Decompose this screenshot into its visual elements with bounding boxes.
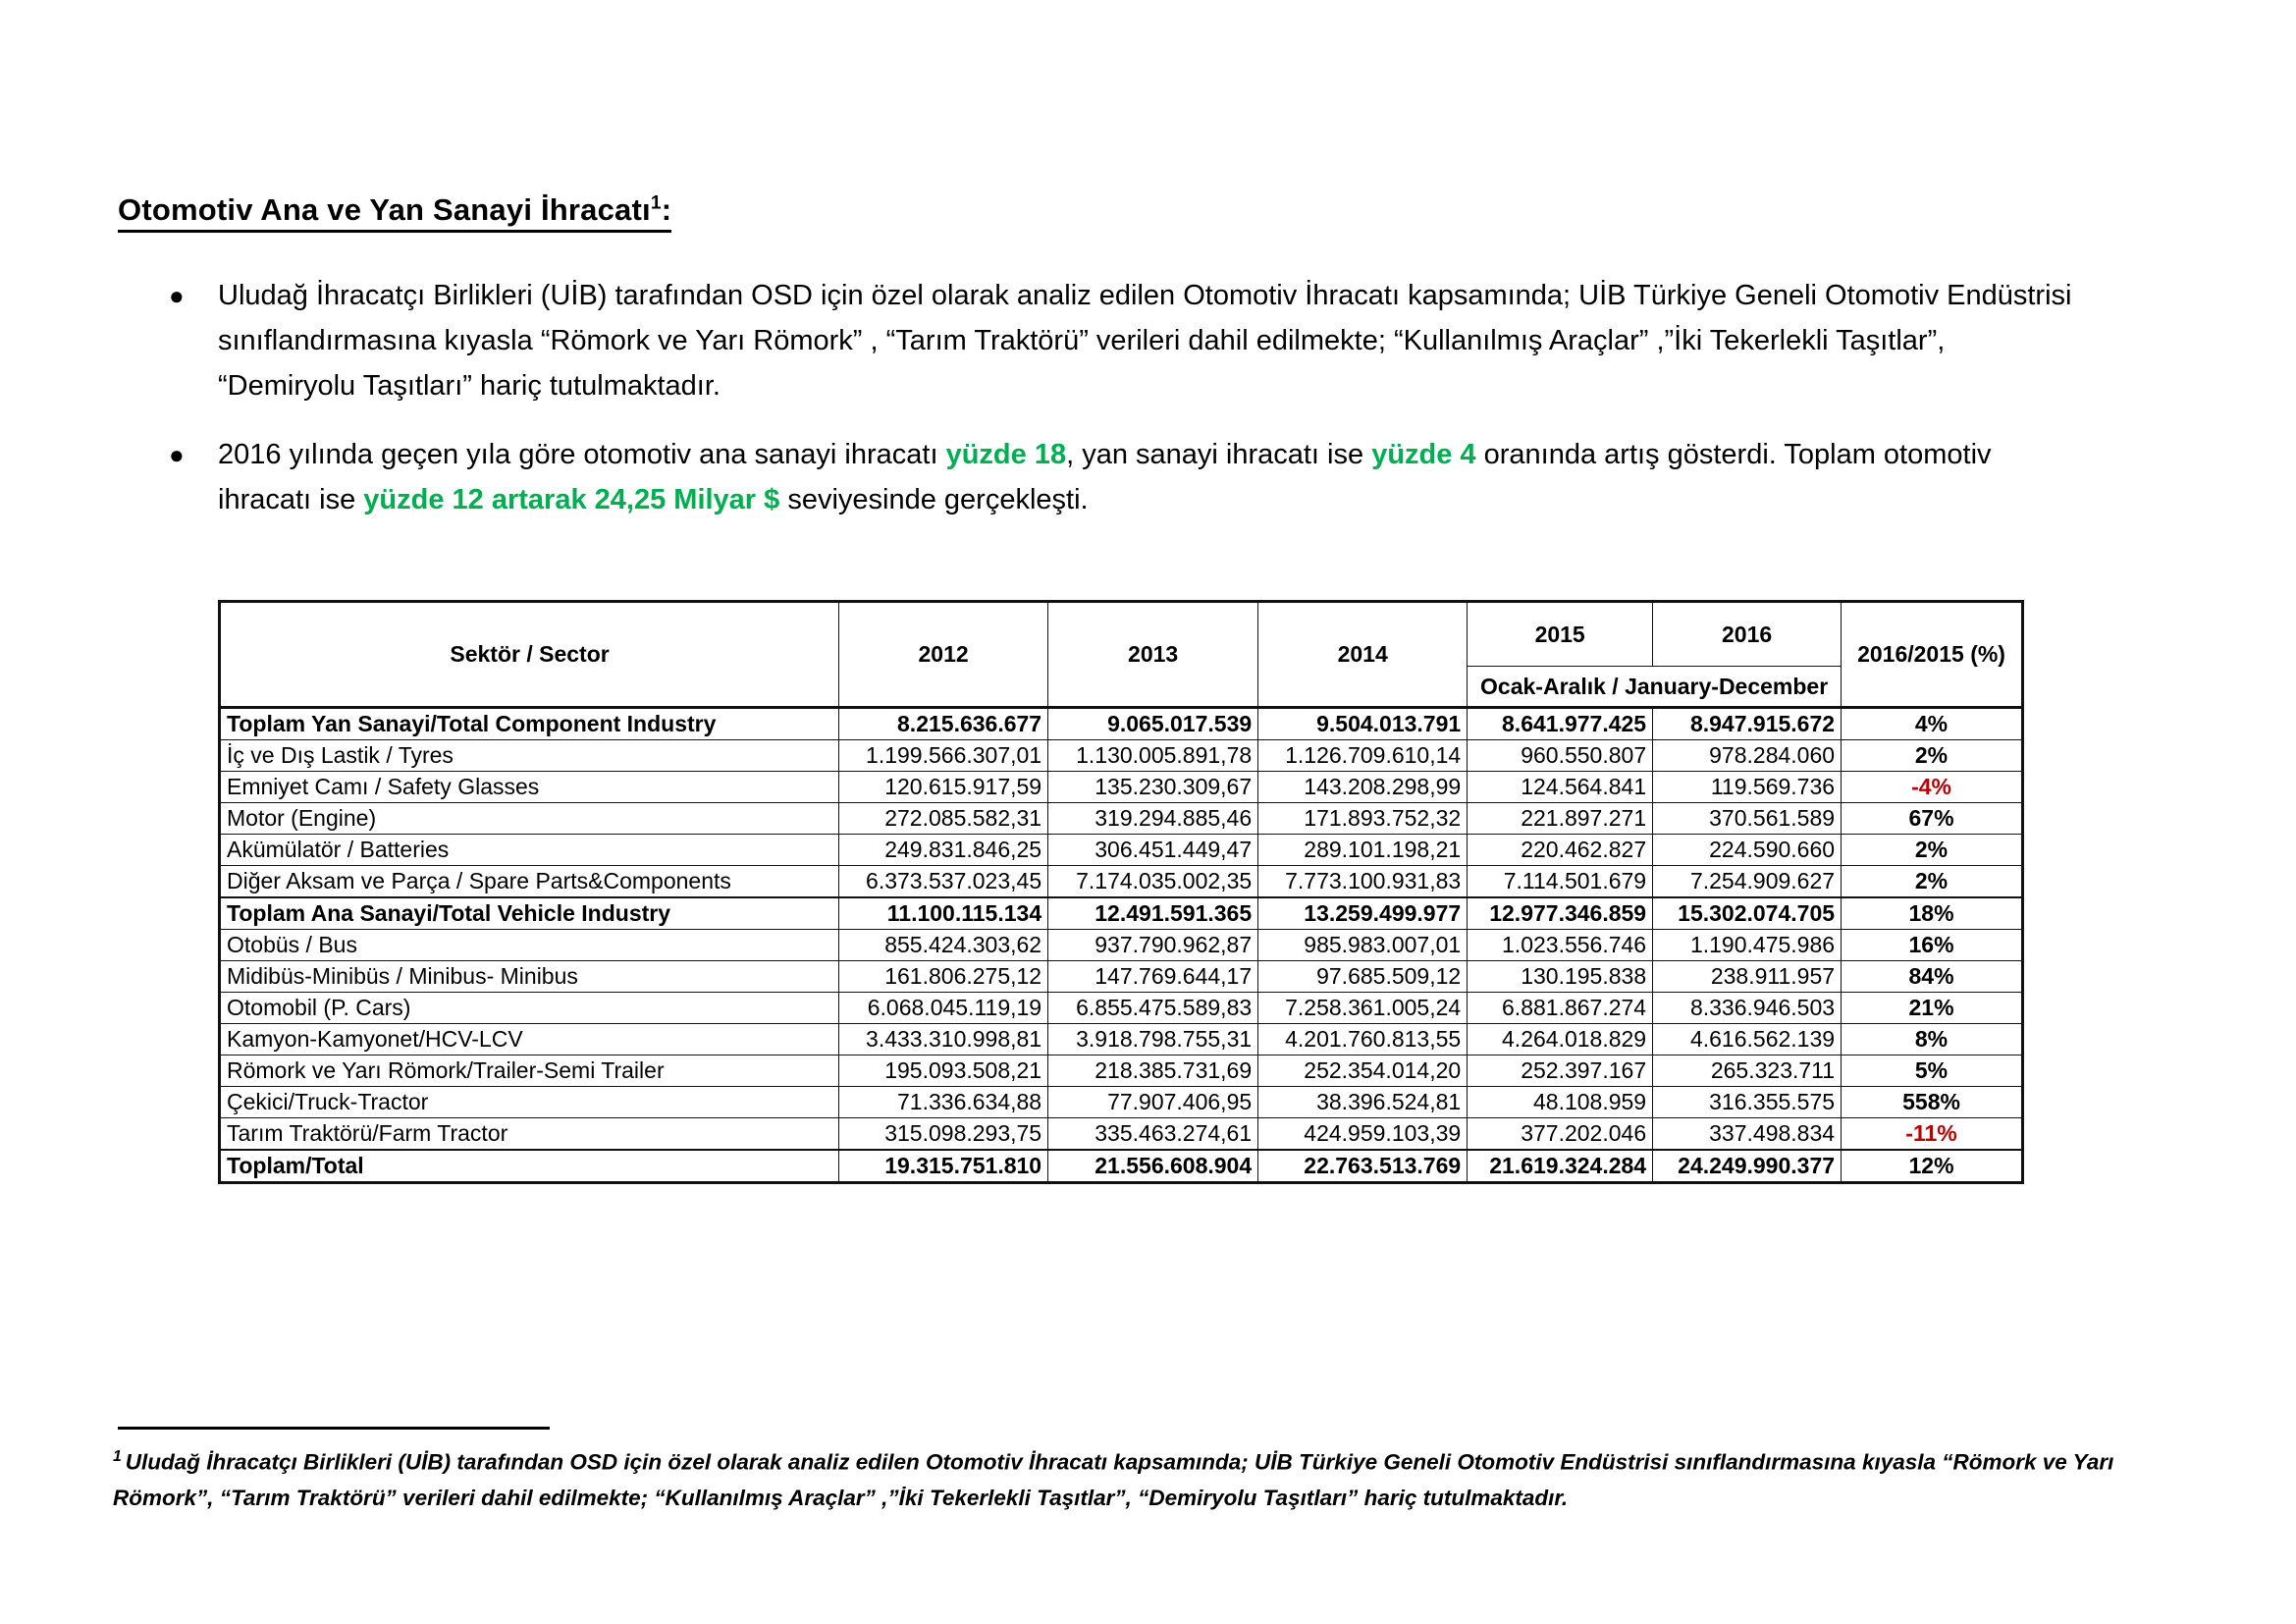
- table-row: [220, 897, 2023, 930]
- bullet-icon: ●: [169, 440, 185, 469]
- table-row: [220, 930, 2023, 961]
- cell-2013: 218.385.731,69: [1048, 1056, 1258, 1087]
- cell-2013: 335.463.274,61: [1048, 1118, 1258, 1151]
- cell-sector: Toplam Yan Sanayi/Total Component Industry: [220, 708, 839, 740]
- cell-2016: 224.590.660: [1653, 835, 1842, 866]
- cell-sector: Midibüs-Minibüs / Minibus- Minibus: [220, 961, 839, 993]
- cell-2012: 161.806.275,12: [839, 961, 1048, 993]
- cell-sector: Motor (Engine): [220, 803, 839, 835]
- table-row: [220, 772, 2023, 803]
- bullet-list: [167, 273, 2081, 546]
- cell-sector: İç ve Dış Lastik / Tyres: [220, 740, 839, 772]
- cell-2012: 6.068.045.119,19: [839, 993, 1048, 1024]
- header-2015: 2015: [1468, 602, 1653, 667]
- bullet-text: 2016 yılında geçen yıla göre otomotiv ana sanayi ihracatı yüzde 18, yan sanayi ihracatı ise yüzde 4 oranında artış gösterdi. Toplam otomotiv ihracatı ise yüzde 12 artarak 24,25 Milyar $ seviyesinde gerçekleşti.: [218, 439, 1992, 515]
- cell-2016: 119.569.736: [1653, 772, 1842, 803]
- cell-2014: 22.763.513.769: [1258, 1150, 1468, 1183]
- cell-sector: Kamyon-Kamyonet/HCV-LCV: [220, 1024, 839, 1056]
- page-title-text: Otomotiv Ana ve Yan Sanayi İhracatı$^1$:: [118, 192, 671, 233]
- cell-ratio: -4%: [1842, 772, 2023, 803]
- cell-2012: 19.315.751.810: [839, 1150, 1048, 1183]
- cell-2016: 238.911.957: [1653, 961, 1842, 993]
- header-2012: 2012: [839, 602, 1048, 708]
- header-ratio: 2016/2015 (%): [1842, 602, 2023, 708]
- cell-2016: 4.616.562.139: [1653, 1024, 1842, 1056]
- cell-sector: Otomobil (P. Cars): [220, 993, 839, 1024]
- header-2013: 2013: [1048, 602, 1258, 708]
- footnote-text: Uludağ İhracatçı Birlikleri (UİB) tarafından OSD için özel olarak analiz edilen Otomotiv İhracatı kapsamında; UİB Türkiye Geneli Otomotiv Endüstrisi sınıflandırmasına kıyasla “Römork ve Yarı Römork”, “Tarım Traktörü” verileri dahil edilmekte; “Kullanılmış Araçlar” ,”İki Tekerlekli Taşıtlar”, “Demiryolu Taşıtları” hariç tutulmaktadır.: [113, 1449, 2114, 1510]
- table-row: [220, 708, 2023, 740]
- cell-sector: Akümülatör / Batteries: [220, 835, 839, 866]
- cell-ratio: 2%: [1842, 740, 2023, 772]
- cell-2012: 71.336.634,88: [839, 1087, 1048, 1118]
- cell-2016: 337.498.834: [1653, 1118, 1842, 1151]
- footnote-marker: 1: [113, 1448, 122, 1465]
- cell-2013: 6.855.475.589,83: [1048, 993, 1258, 1024]
- cell-2014: 252.354.014,20: [1258, 1056, 1468, 1087]
- cell-ratio: 84%: [1842, 961, 2023, 993]
- cell-2013: 1.130.005.891,78: [1048, 740, 1258, 772]
- cell-2013: 12.491.591.365: [1048, 897, 1258, 930]
- cell-sector: Toplam Ana Sanayi/Total Vehicle Industry: [220, 897, 839, 930]
- cell-sector: Römork ve Yarı Römork/Trailer-Semi Trailer: [220, 1056, 839, 1087]
- cell-2012: 11.100.115.134: [839, 897, 1048, 930]
- table-header: [220, 602, 2023, 708]
- cell-2014: 171.893.752,32: [1258, 803, 1468, 835]
- cell-2015: 377.202.046: [1468, 1118, 1653, 1151]
- header-period-label: Ocak-Aralık / January-December: [1468, 667, 1842, 708]
- cell-2015: 960.550.807: [1468, 740, 1653, 772]
- cell-2014: 7.258.361.005,24: [1258, 993, 1468, 1024]
- cell-2012: 3.433.310.998,81: [839, 1024, 1048, 1056]
- table-row: [220, 1056, 2023, 1087]
- footnote: [113, 1439, 2199, 1516]
- cell-2012: 120.615.917,59: [839, 772, 1048, 803]
- cell-2015: 4.264.018.829: [1468, 1024, 1653, 1056]
- table-row: [220, 1118, 2023, 1151]
- cell-sector: Diğer Aksam ve Parça / Spare Parts&Components: [220, 866, 839, 898]
- table-row: [220, 1024, 2023, 1056]
- bullet-text: Uludağ İhracatçı Birlikleri (UİB) tarafından OSD için özel olarak analiz edilen Otomotiv İhracatı kapsamında; UİB Türkiye Geneli Otomotiv Endüstrisi sınıflandırmasına kıyasla “Römork ve Yarı Römork” , “Tarım Traktörü” verileri dahil edilmekte; “Kullanılmış Araçlar” ,”İki Tekerlekli Taşıtlar”, “Demiryolu Taşıtları” hariç tutulmaktadır.: [218, 280, 2072, 402]
- cell-2013: 7.174.035.002,35: [1048, 866, 1258, 898]
- cell-2016: 7.254.909.627: [1653, 866, 1842, 898]
- table-row: [220, 993, 2023, 1024]
- cell-2012: 315.098.293,75: [839, 1118, 1048, 1151]
- header-2014: 2014: [1258, 602, 1468, 708]
- cell-2016: 24.249.990.377: [1653, 1150, 1842, 1183]
- cell-2016: 15.302.074.705: [1653, 897, 1842, 930]
- cell-ratio: 4%: [1842, 708, 2023, 740]
- cell-2016: 8.336.946.503: [1653, 993, 1842, 1024]
- cell-sector: Toplam/Total: [220, 1150, 839, 1183]
- bullet-item: [167, 432, 2081, 522]
- cell-2014: 97.685.509,12: [1258, 961, 1468, 993]
- cell-sector: Çekici/Truck-Tractor: [220, 1087, 839, 1118]
- cell-2016: 265.323.711: [1653, 1056, 1842, 1087]
- footnote-reference: 1: [650, 192, 662, 214]
- cell-ratio: 16%: [1842, 930, 2023, 961]
- cell-ratio: 2%: [1842, 835, 2023, 866]
- cell-2012: 249.831.846,25: [839, 835, 1048, 866]
- cell-2013: 306.451.449,47: [1048, 835, 1258, 866]
- export-table: [218, 600, 2024, 1184]
- cell-2012: 6.373.537.023,45: [839, 866, 1048, 898]
- cell-ratio: 21%: [1842, 993, 2023, 1024]
- footnote-separator: [118, 1427, 550, 1430]
- cell-2013: 9.065.017.539: [1048, 708, 1258, 740]
- cell-2014: 4.201.760.813,55: [1258, 1024, 1468, 1056]
- cell-2015: 252.397.167: [1468, 1056, 1653, 1087]
- cell-2015: 12.977.346.859: [1468, 897, 1653, 930]
- cell-2014: 9.504.013.791: [1258, 708, 1468, 740]
- cell-ratio: -11%: [1842, 1118, 2023, 1151]
- cell-2012: 8.215.636.677: [839, 708, 1048, 740]
- cell-2015: 221.897.271: [1468, 803, 1653, 835]
- cell-ratio: 558%: [1842, 1087, 2023, 1118]
- cell-2015: 220.462.827: [1468, 835, 1653, 866]
- cell-sector: Otobüs / Bus: [220, 930, 839, 961]
- bullet-item: [167, 273, 2081, 408]
- cell-2016: 1.190.475.986: [1653, 930, 1842, 961]
- cell-2016: 978.284.060: [1653, 740, 1842, 772]
- cell-2014: 38.396.524,81: [1258, 1087, 1468, 1118]
- cell-2014: 1.126.709.610,14: [1258, 740, 1468, 772]
- cell-2013: 135.230.309,67: [1048, 772, 1258, 803]
- cell-2012: 855.424.303,62: [839, 930, 1048, 961]
- cell-2015: 1.023.556.746: [1468, 930, 1653, 961]
- table-row: [220, 866, 2023, 898]
- cell-2016: 8.947.915.672: [1653, 708, 1842, 740]
- export-table-container: [218, 600, 2024, 1184]
- cell-2014: 143.208.298,99: [1258, 772, 1468, 803]
- cell-2013: 147.769.644,17: [1048, 961, 1258, 993]
- cell-ratio: 18%: [1842, 897, 2023, 930]
- cell-ratio: 2%: [1842, 866, 2023, 898]
- bullet-icon: ●: [169, 281, 185, 310]
- cell-ratio: 12%: [1842, 1150, 2023, 1183]
- cell-2015: 124.564.841: [1468, 772, 1653, 803]
- table-row: [220, 740, 2023, 772]
- header-2016: 2016: [1653, 602, 1842, 667]
- table-row: [220, 1087, 2023, 1118]
- cell-2014: 7.773.100.931,83: [1258, 866, 1468, 898]
- header-sector: Sektör / Sector: [220, 602, 839, 708]
- cell-2014: 289.101.198,21: [1258, 835, 1468, 866]
- cell-2013: 3.918.798.755,31: [1048, 1024, 1258, 1056]
- cell-ratio: 5%: [1842, 1056, 2023, 1087]
- cell-ratio: 67%: [1842, 803, 2023, 835]
- cell-2016: 370.561.589: [1653, 803, 1842, 835]
- cell-2015: 130.195.838: [1468, 961, 1653, 993]
- cell-2013: 937.790.962,87: [1048, 930, 1258, 961]
- table-row: [220, 835, 2023, 866]
- cell-2016: 316.355.575: [1653, 1087, 1842, 1118]
- cell-sector: Emniyet Camı / Safety Glasses: [220, 772, 839, 803]
- cell-ratio: 8%: [1842, 1024, 2023, 1056]
- cell-2014: 13.259.499.977: [1258, 897, 1468, 930]
- cell-2013: 21.556.608.904: [1048, 1150, 1258, 1183]
- page-title: [118, 192, 671, 228]
- table-row: [220, 803, 2023, 835]
- cell-2012: 1.199.566.307,01: [839, 740, 1048, 772]
- cell-2015: 6.881.867.274: [1468, 993, 1653, 1024]
- cell-2014: 424.959.103,39: [1258, 1118, 1468, 1151]
- cell-2012: 195.093.508,21: [839, 1056, 1048, 1087]
- cell-2015: 8.641.977.425: [1468, 708, 1653, 740]
- table-body: [220, 708, 2023, 1183]
- cell-2015: 7.114.501.679: [1468, 866, 1653, 898]
- cell-2014: 985.983.007,01: [1258, 930, 1468, 961]
- cell-2015: 21.619.324.284: [1468, 1150, 1653, 1183]
- cell-2013: 77.907.406,95: [1048, 1087, 1258, 1118]
- cell-sector: Tarım Traktörü/Farm Tractor: [220, 1118, 839, 1151]
- table-row: [220, 1150, 2023, 1183]
- cell-2012: 272.085.582,31: [839, 803, 1048, 835]
- cell-2013: 319.294.885,46: [1048, 803, 1258, 835]
- table-row: [220, 961, 2023, 993]
- cell-2015: 48.108.959: [1468, 1087, 1653, 1118]
